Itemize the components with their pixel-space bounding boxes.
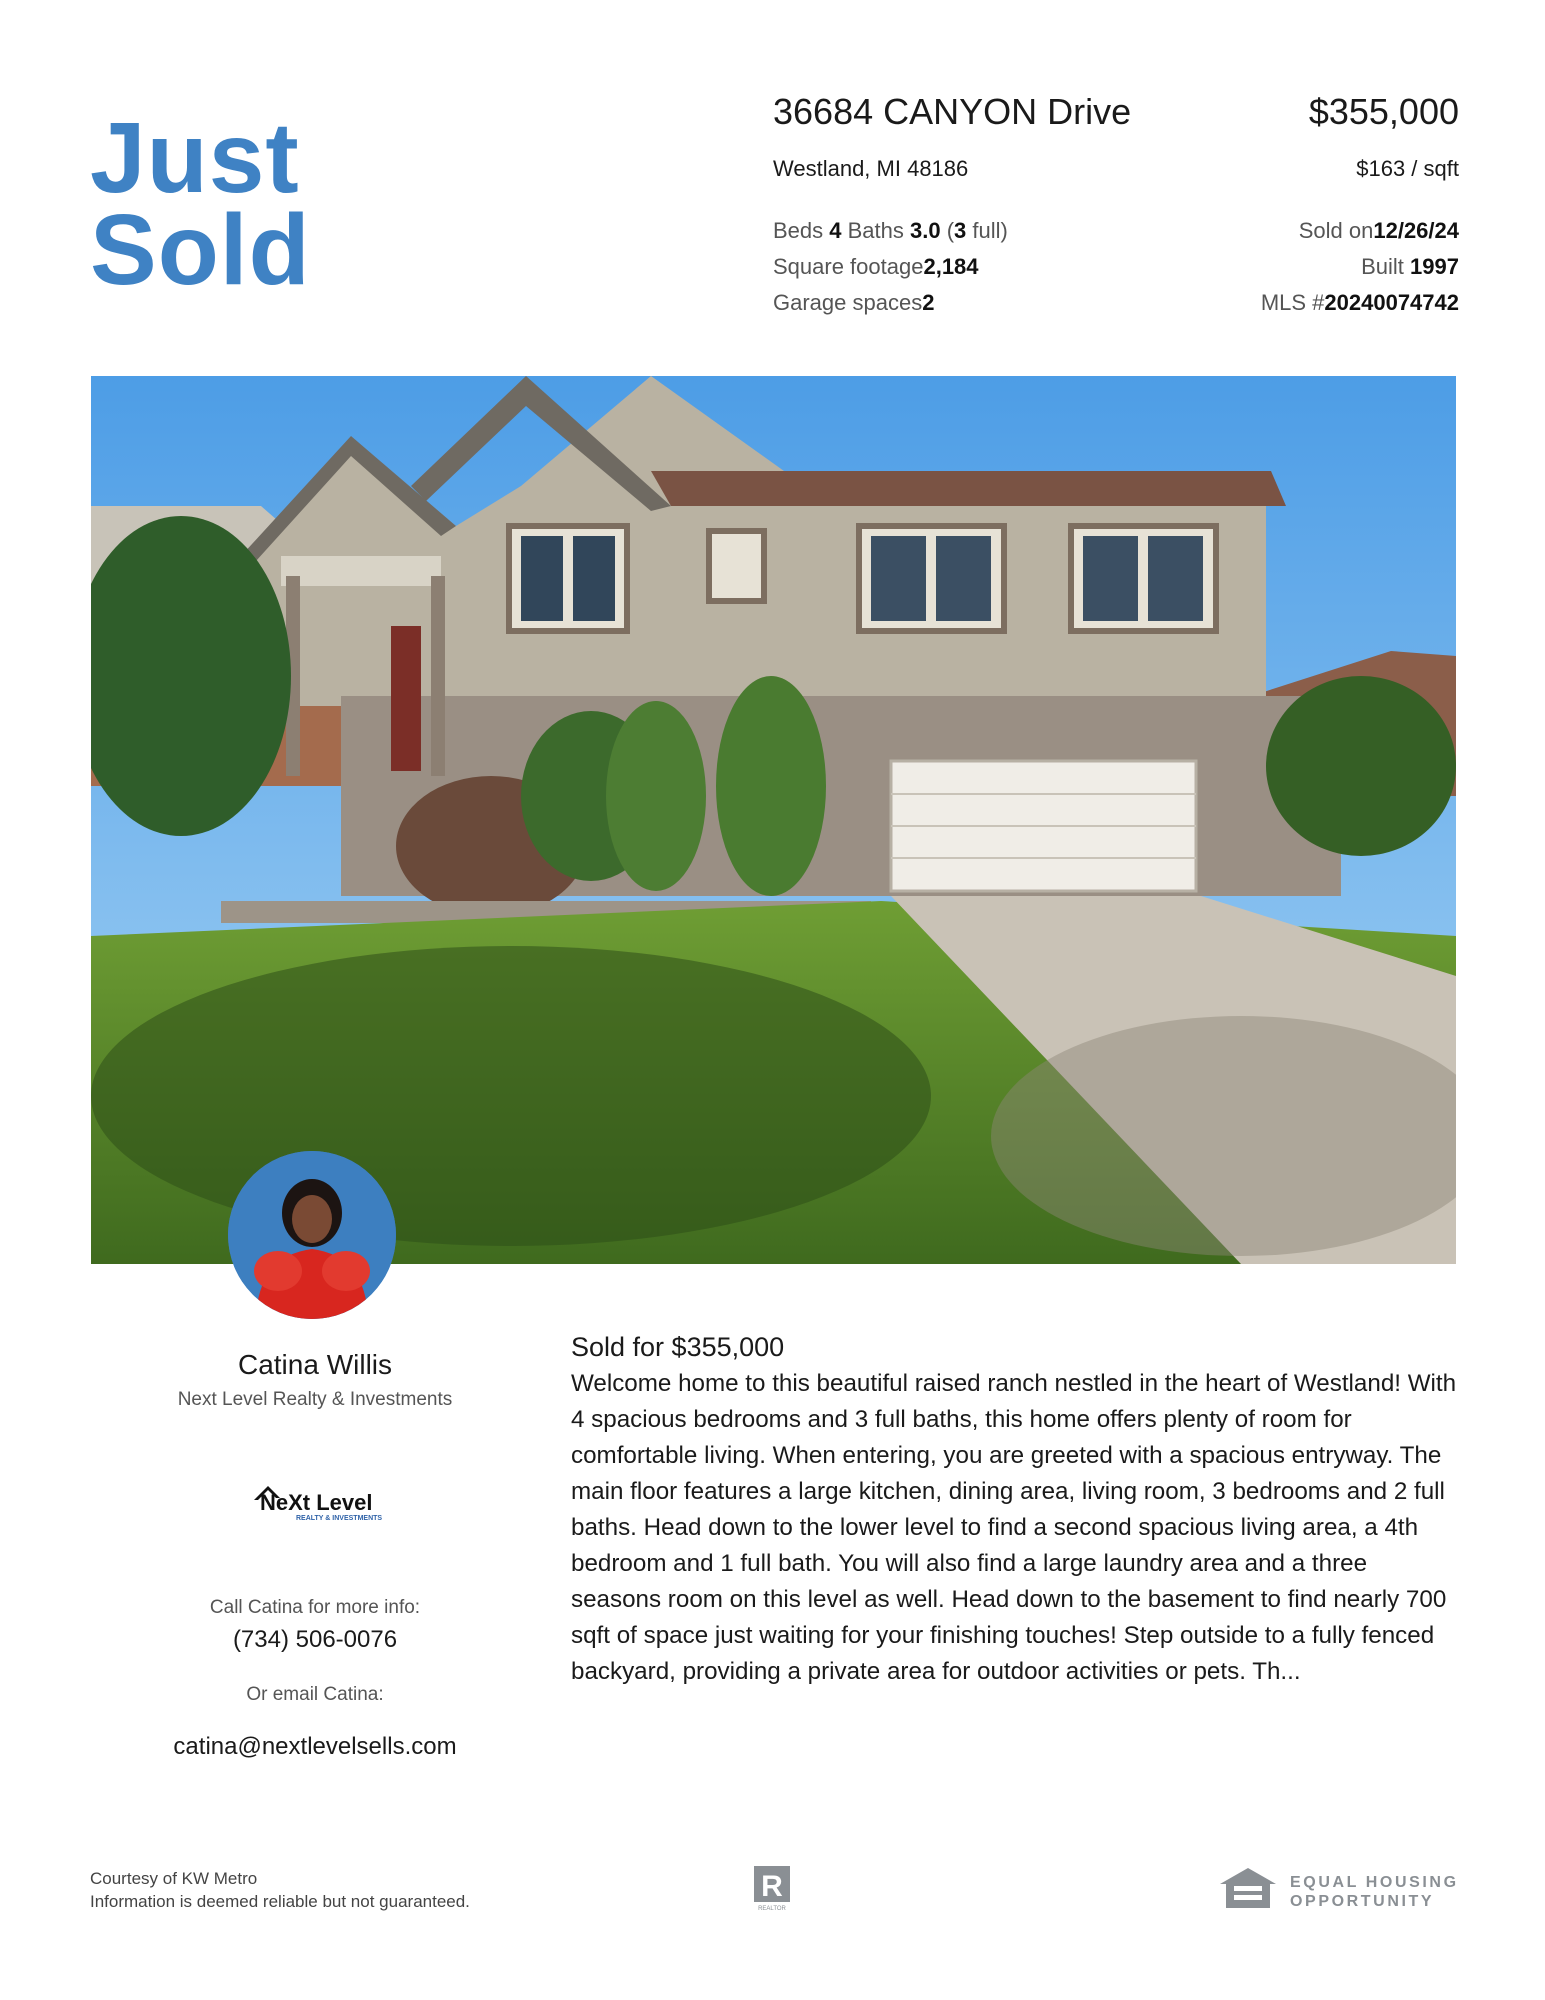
agent-name: Catina Willis xyxy=(237,1349,393,1380)
mls-line: MLS #20240074742 xyxy=(1260,290,1459,315)
eho-line-2: OPPORTUNITY xyxy=(1290,1893,1435,1910)
listing-description: Welcome home to this beautiful raised ranch nestled in the heart of Westland! With 4 spacious bedrooms and 3 full baths, this home offers plenty of room for comfortable living. When entering, you are greeted with a spacious entryway. The main floor features a large kitchen, dining area, living room, 3 bedrooms and 2 full baths. Head down to the lower level to find a second spacious living area, a 4th bedroom and 1 full bath. You will also find a large laundry area and a three seasons room on this level as well. Head down to the basement to find nearly 700 sqft of space just waiting for your finishing touches! Step outside to a fully fenced backyard, providing a private area for outdoor activities or pets. Th... xyxy=(571,1370,1457,1685)
beds-value: 4 xyxy=(829,218,842,243)
headline-line-2: Sold xyxy=(90,194,311,306)
garage-value: 2 xyxy=(922,290,935,315)
call-label: Call Catina for more info: xyxy=(209,1597,421,1618)
property-address: 36684 CANYON Drive xyxy=(773,91,1132,132)
realtor-icon xyxy=(752,1864,792,1912)
just-sold-headline xyxy=(90,102,490,306)
sqft-value: 2,184 xyxy=(923,254,979,279)
email-label: Or email Catina: xyxy=(246,1684,384,1705)
sold-date-value: 12/26/24 xyxy=(1373,218,1459,243)
property-facts-left xyxy=(773,213,1008,321)
disclaimer-text: Information is deemed reliable but not guaranteed. xyxy=(90,1892,470,1911)
property-price: $355,000 xyxy=(1308,91,1459,132)
house-photo xyxy=(91,376,1456,1264)
courtesy-text: Courtesy of KW Metro xyxy=(90,1869,258,1888)
mls-value: 20240074742 xyxy=(1324,290,1459,315)
headline-line-1: Just xyxy=(90,102,300,214)
property-facts-right xyxy=(1261,213,1459,321)
beds-baths-line: Beds 4 Baths 3.0 (3 full) xyxy=(773,218,1008,243)
agent-phone[interactable]: (734) 506-0076 xyxy=(232,1626,398,1653)
built-line: Built 1997 xyxy=(1361,254,1459,279)
equal-housing-text xyxy=(1290,1873,1459,1911)
sold-for-heading: Sold for $355,000 xyxy=(571,1332,785,1362)
sold-date-line: Sold on12/26/24 xyxy=(1298,218,1459,243)
eho-line-1: EQUAL HOUSING xyxy=(1290,1874,1459,1891)
built-value: 1997 xyxy=(1410,254,1459,279)
sqft-line: Square footage2,184 xyxy=(773,254,979,279)
agent-email[interactable]: catina@nextlevelsells.com xyxy=(173,1733,457,1760)
footer-courtesy xyxy=(90,1867,470,1913)
garage-line: Garage spaces2 xyxy=(773,290,935,315)
logo-subtext: REALTY & INVESTMENTS xyxy=(296,1515,383,1522)
agent-company: Next Level Realty & Investments xyxy=(177,1389,453,1410)
logo-text: NeXt Level xyxy=(260,1490,373,1515)
full-baths-value: 3 xyxy=(954,218,967,243)
equal-housing-icon xyxy=(1218,1866,1278,1915)
price-per-sqft: $163 / sqft xyxy=(1356,156,1459,181)
realtor-text: REALTOR xyxy=(758,1906,786,1912)
realtor-mark: R xyxy=(761,1870,783,1903)
baths-value: 3.0 xyxy=(910,218,941,243)
property-city: Westland, MI 48186 xyxy=(773,156,969,181)
next-level-logo xyxy=(250,1478,385,1528)
agent-avatar xyxy=(228,1151,396,1319)
